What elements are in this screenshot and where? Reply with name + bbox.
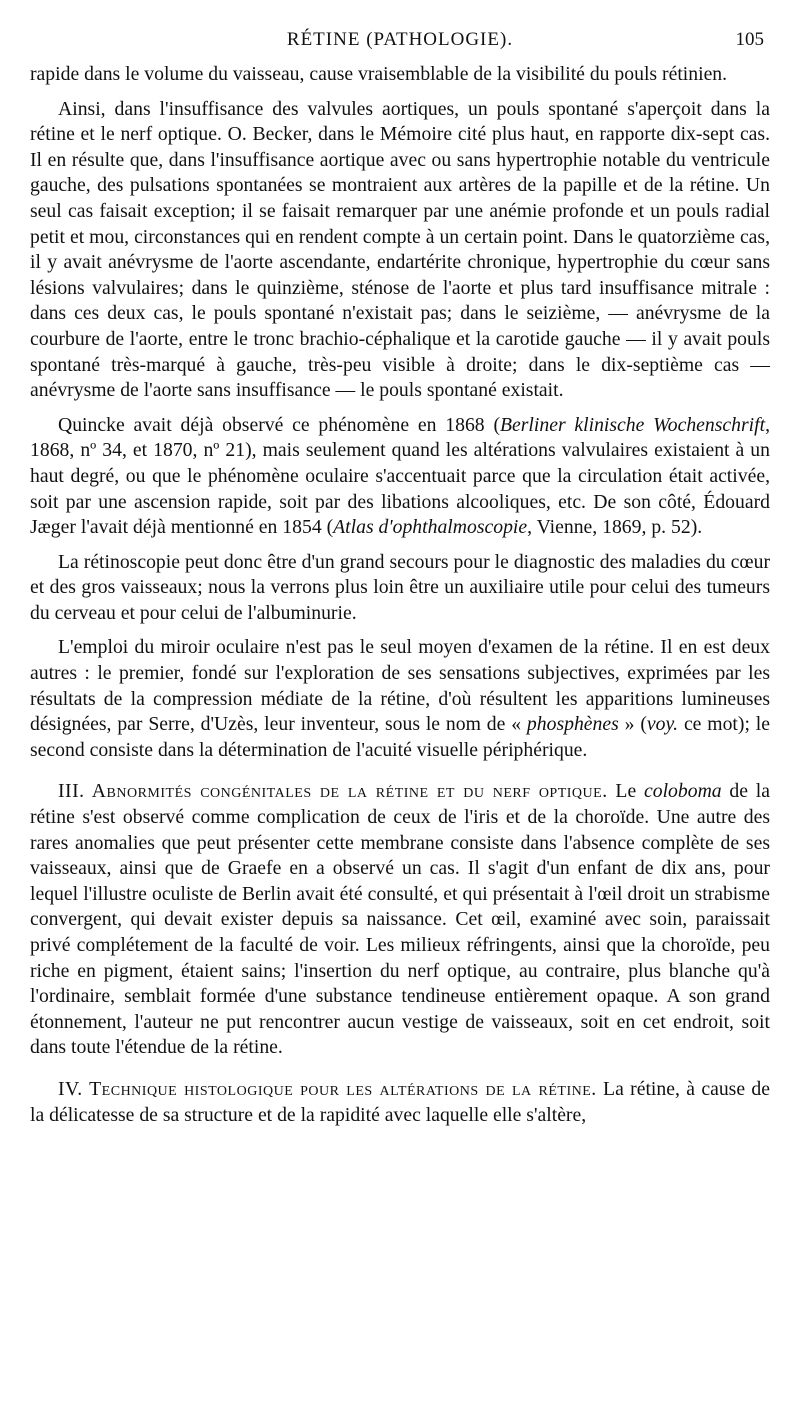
running-title: RÉTINE (PATHOLOGIE).: [286, 29, 514, 50]
paragraph-3-text-e: , Vienne, 1869, p. 52).: [527, 516, 703, 539]
body-text: [30, 62, 770, 1128]
paragraph-5-text-c: » (: [618, 713, 647, 736]
book-title-atlas: Atlas d'ophthalmoscopie: [333, 516, 528, 539]
paragraph-1: rapide dans le volume du vaisseau, cause vraisemblable de la visibilité du pouls rétinien.: [30, 63, 728, 85]
section-4: [30, 1077, 770, 1128]
section-3: [30, 779, 770, 1061]
section-3-text-a: Le: [607, 780, 644, 803]
page-number: 105: [735, 29, 764, 50]
section-4-heading: IV. Technique histologique pour les altérations de la rétine.: [58, 1077, 597, 1100]
paragraph-3: [30, 413, 770, 541]
term-phosphenes: phosphènes: [526, 713, 619, 736]
paragraph-5-text-a: L'emploi du miroir oculaire n'est pas le seul moyen d'examen de la rétine. Il en est deux autres : le premier, fondé sur l'exploration de ses sensations subjectives, exprimées par les résultats de la compression médiate de la rétine, d'où résultent les apparitions lumineuses désignées, par Serre, d'Uzès, leur inventeur, sous le nom de «: [30, 636, 770, 736]
running-header: [30, 16, 770, 56]
paragraph-2: Ainsi, dans l'insuffisance des valvules aortiques, un pouls spontané s'aperçoit dans la rétine et le nerf optique. O. Becker, dans le Mémoire cité plus haut, en rapporte dix-sept cas. Il en résulte que, dans l'insuffisance aortique avec ou sans hypertrophie notable du ventricule gauche, des pulsations spontanées se montraient aux artères de la papille et de la rétine. Un seul cas faisait exception; il se faisait remarquer par une anémie profonde et un pouls radial petit et mou, circonstances qui en rendent compte à un certain point. Dans le quatorzième cas, il y avait anévrysme de l'aorte ascendante, endartérite chronique, hypertrophie du cœur sans lésions valvulaires; dans le quinzième, sténose de l'aorte et plus tard insuffisance mitrale : dans ces deux cas, le pouls spontané n'existait pas; dans le seizième, — anévrysme de la courbure de l'aorte, entre le tronc brachio-céphalique et la carotide gauche — il y avait pouls spontané très-marqué à gauche, très-peu visible à droite; dans le dix-septième cas — anévrysme de l'aorte sans insuffisance — le pouls spontané existait.: [30, 97, 770, 402]
section-3-text-c: de la rétine s'est observé comme complication de ceux de l'iris et de la choroïde. Une autre des rares anomalies que peut présenter cette membrane consiste dans l'absence complète de ses vaisseaux, ainsi que de Graefe en a observé un cas. Il s'agit d'un enfant de dix ans, pour lequel l'illustre oculiste de Berlin avait été consulté, et qui présentait à l'œil droit un strabisme convergent, qui devait exister depuis sa naissance. Cet œil, examiné avec soin, paraissait privé complétement de la faculté de voir. Les milieux réfringents, ainsi que la choroïde, peu riche en pigment, étaient sains; l'insertion du nerf optique, au contraire, plus blanche qu'à l'ordinaire, semblait formée d'une substance tendineuse entièrement opaque. A son grand étonnement, l'auteur ne put rencontrer aucun vestige de vaisseaux, soit en cet endroit, soit dans toute l'étendue de la rétine.: [30, 780, 771, 1059]
cross-ref-voy: voy.: [646, 713, 679, 736]
section-3-heading: III. Abnormités congénitales de la rétine et du nerf optique.: [58, 780, 608, 803]
term-coloboma: coloboma: [643, 780, 722, 803]
section-4-text-a: La rétine, à cause de la délicatesse de sa structure et de la rapidité avec laquelle elle s'altère,: [30, 1077, 771, 1126]
paragraph-5: [30, 635, 770, 763]
paragraph-4: La rétinoscopie peut donc être d'un grand secours pour le diagnostic des maladies du cœur et des gros vaisseaux; nous la verrons plus loin être un auxiliaire utile pour celui des tumeurs du cerveau et pour celui de l'albuminurie.: [30, 550, 770, 624]
paragraph-3-text-c: , 1868, nº 34, et 1870, nº 21), mais seulement quand les altérations valvulaires existaient à un haut degré, ou que le phénomène oculaire s'accentuait parce que la circulation était activée, soit par une ascension rapide, soit par des libations alcooliques, etc. De son côté, Édouard Jæger l'avait déjà mentionné en 1854 (: [30, 413, 770, 539]
paragraph-3-text-a: Quincke avait déjà observé ce phénomène en 1868 (: [58, 413, 500, 436]
journal-title-berliner: Berliner klinische Wochenschrift: [500, 413, 766, 436]
paragraph-5-text-e: ce mot); le second consiste dans la détermination de l'acuité visuelle périphérique.: [30, 713, 770, 761]
